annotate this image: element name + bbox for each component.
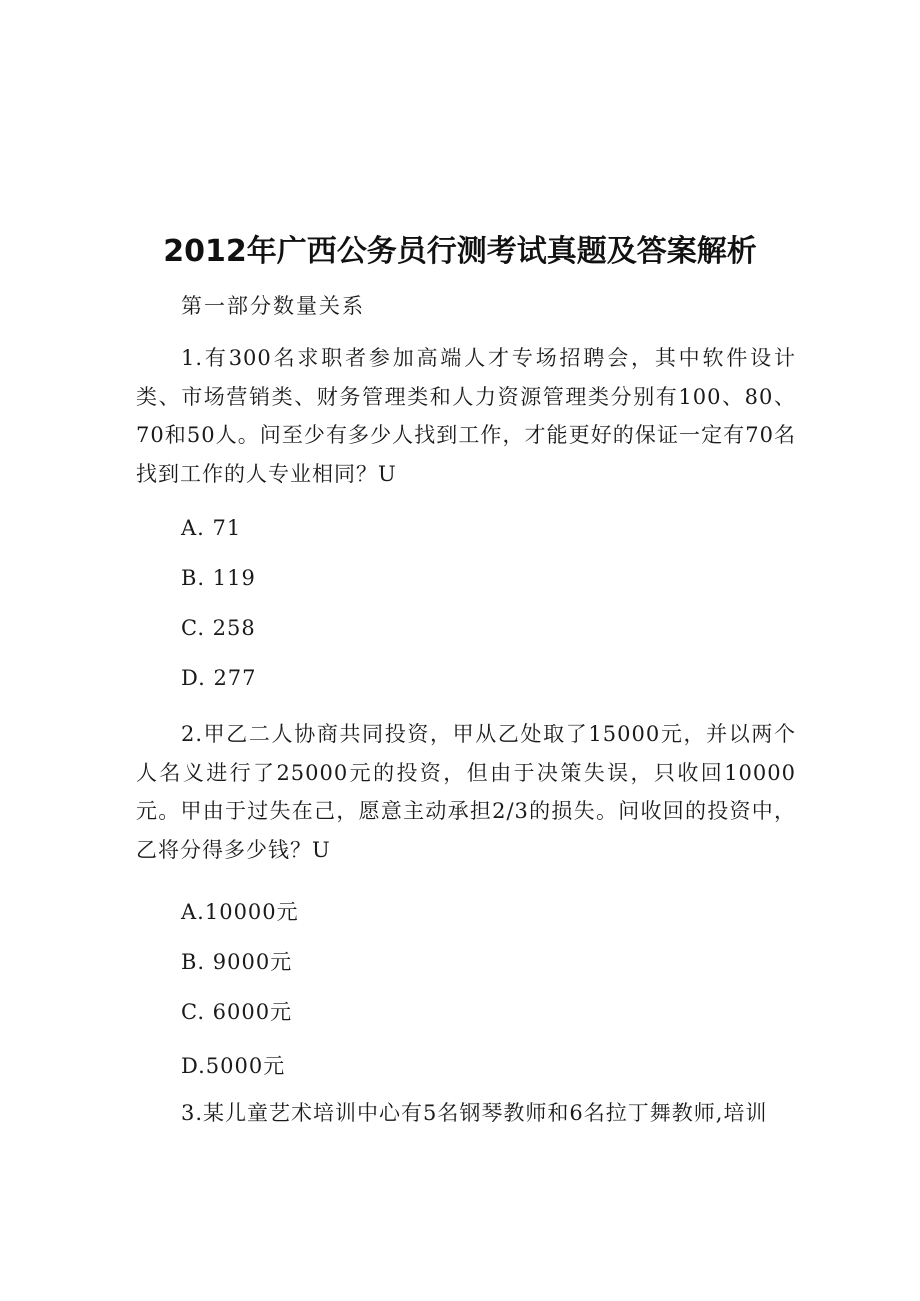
question-1-option-c: C. 258 xyxy=(181,616,256,640)
question-2-text: 2.甲乙二人协商共同投资，甲从乙处取了15000元，并以两个人名义进行了25000元的投资，但由于决策失误，只收回10000元。甲由于过失在己，愿意主动承担2/3的损失。问收回的投资中，乙将分得多少钱？U xyxy=(136,722,796,862)
question-2-option-d: D.5000元 xyxy=(181,1054,286,1078)
question-1-option-b: B. 119 xyxy=(181,566,256,590)
question-1-text: 1.有300名求职者参加高端人才专场招聘会，其中软件设计类、市场营销类、财务管理类和人力资源管理类分别有100、80、70和50人。问至少有多少人找到工作，才能更好的保证一定有70名找到工作的人专业相同？U xyxy=(136,346,796,486)
question-2-option-b: B. 9000元 xyxy=(181,950,293,974)
question-3-text: 3.某儿童艺术培训中心有5名钢琴教师和6名拉丁舞教师,培训 xyxy=(181,1101,768,1125)
section-heading: 第一部分数量关系 xyxy=(181,294,365,318)
question-2-option-a: A.10000元 xyxy=(181,900,299,924)
question-2-option-c: C. 6000元 xyxy=(181,1000,293,1024)
question-1-option-a: A. 71 xyxy=(181,516,242,540)
document-title: 2012年广西公务员行测考试真题及答案解析 xyxy=(163,234,757,269)
question-1-option-d: D. 277 xyxy=(181,666,257,690)
